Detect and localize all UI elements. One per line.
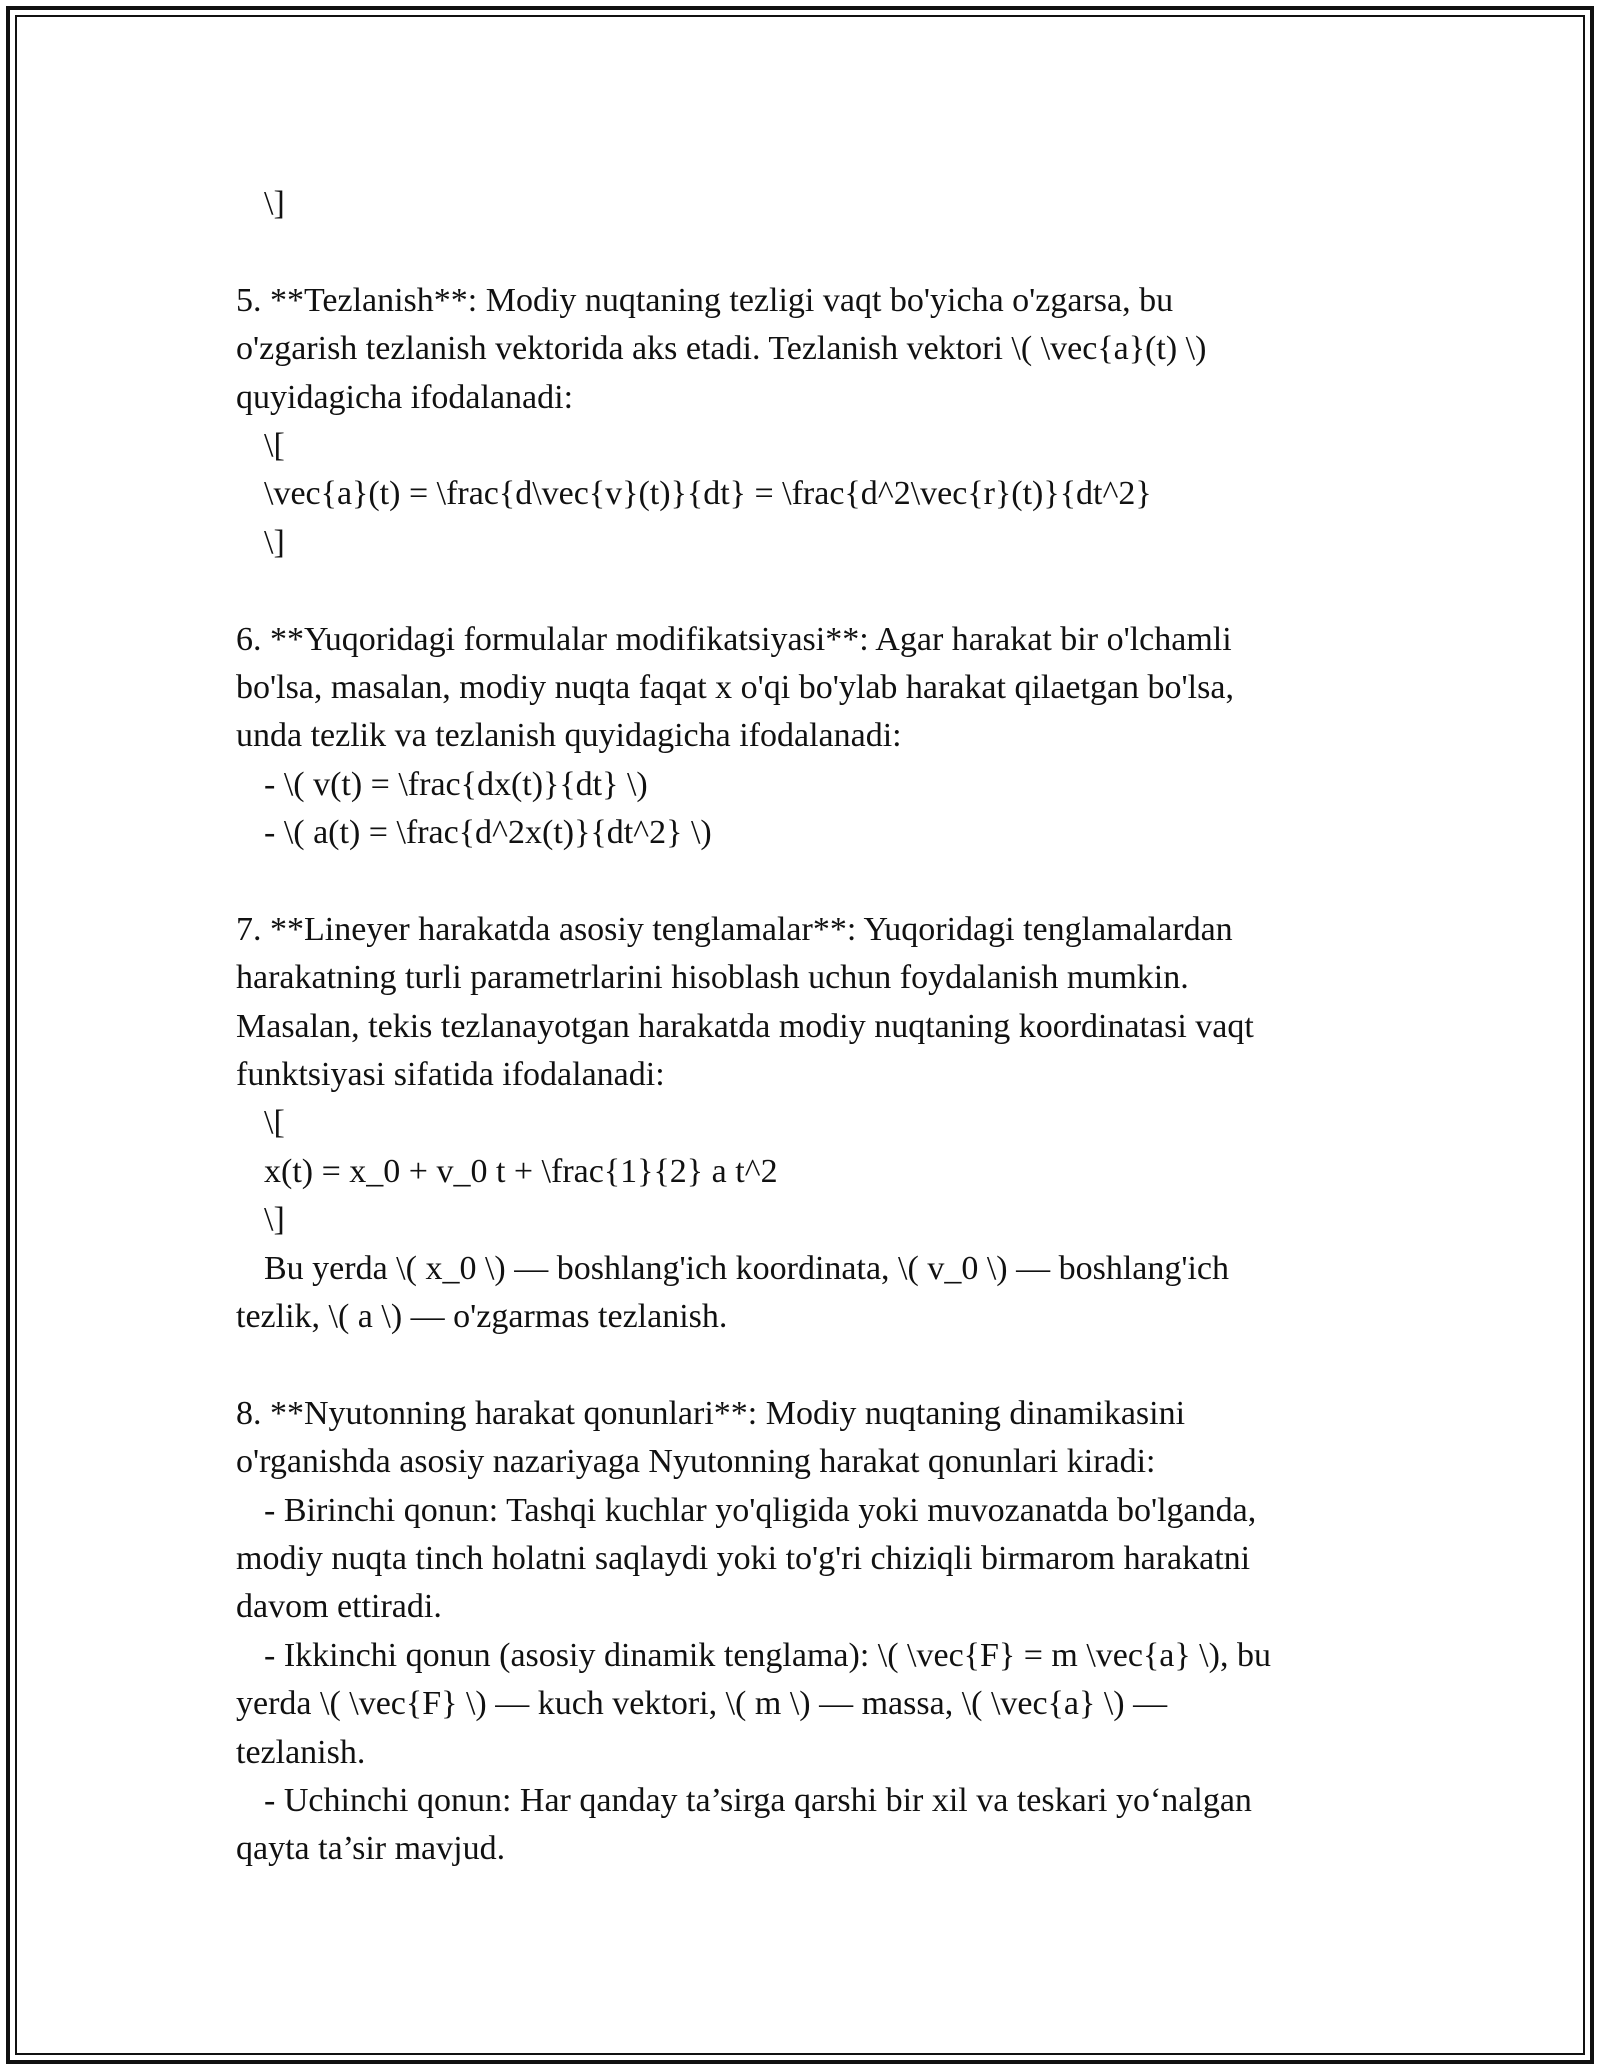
formula-line: \] bbox=[264, 1201, 285, 1239]
formula-line: \[ bbox=[264, 426, 285, 464]
text-line: yerda \( \vec{F} \) — kuch vektori, \( m \) — massa, \( \vec{a} \) — bbox=[236, 1685, 1168, 1723]
blank-line bbox=[236, 857, 1366, 905]
text-line: o'zgarish tezlanish vektorida aks etadi. Tezlanish vektori \( \vec{a}(t) \) bbox=[236, 330, 1207, 368]
formula-line: x(t) = x_0 + v_0 t + \frac{1}{2} a t^2 bbox=[264, 1152, 778, 1190]
text-line: tezlanish. bbox=[236, 1733, 366, 1771]
document-body bbox=[236, 180, 1366, 1874]
text-line: 8. **Nyutonning harakat qonunlari**: Modiy nuqtaning dinamikasini bbox=[236, 1394, 1186, 1432]
list-item: - Birinchi qonun: Tashqi kuchlar yo'qligida yoki muvozanatda bo'lganda, bbox=[264, 1491, 1257, 1529]
blank-line bbox=[236, 228, 1366, 276]
text-line: Bu yerda \( x_0 \) — boshlang'ich koordinata, \( v_0 \) — boshlang'ich bbox=[264, 1249, 1230, 1287]
formula-line: \vec{a}(t) = \frac{d\vec{v}(t)}{dt} = \frac{d^2\vec{r}(t)}{dt^2} bbox=[264, 475, 1152, 513]
text-line: 5. **Tezlanish**: Modiy nuqtaning tezligi vaqt bo'yicha o'zgarsa, bu bbox=[236, 281, 1174, 319]
text-line: bo'lsa, masalan, modiy nuqta faqat x o'qi bo'ylab harakat qilaetgan bo'lsa, bbox=[236, 668, 1234, 706]
text-line: \] bbox=[264, 185, 285, 222]
blank-line bbox=[236, 1341, 1366, 1389]
text-line: harakatning turli parametrlarini hisoblash uchun foydalanish mumkin. bbox=[236, 959, 1189, 997]
text-line: tezlik, \( a \) — o'zgarmas tezlanish. bbox=[236, 1297, 728, 1335]
text-line: modiy nuqta tinch holatni saqlaydi yoki to'g'ri chiziqli birmarom harakatni bbox=[236, 1539, 1251, 1577]
blank-line bbox=[236, 567, 1366, 615]
text-line: davom ettiradi. bbox=[236, 1588, 442, 1626]
formula-line: \] bbox=[264, 523, 285, 561]
list-item: - \( a(t) = \frac{d^2x(t)}{dt^2} \) bbox=[264, 814, 712, 852]
text-line: quyidagicha ifodalanadi: bbox=[236, 378, 574, 416]
list-item: - \( v(t) = \frac{dx(t)}{dt} \) bbox=[264, 765, 648, 803]
list-item: - Uchinchi qonun: Har qanday ta’sirga qarshi bir xil va teskari yo‘nalgan bbox=[264, 1781, 1252, 1819]
text-line: qayta ta’sir mavjud. bbox=[236, 1830, 506, 1868]
text-line: funktsiyasi sifatida ifodalanadi: bbox=[236, 1056, 665, 1094]
text-line: 7. **Lineyer harakatda asosiy tenglamalar**: Yuqoridagi tenglamalardan bbox=[236, 910, 1233, 948]
formula-line: \[ bbox=[264, 1104, 285, 1142]
text-line: unda tezlik va tezlanish quyidagicha ifodalanadi: bbox=[236, 717, 902, 755]
text-line: 6. **Yuqoridagi formulalar modifikatsiyasi**: Agar harakat bir o'lchamli bbox=[236, 620, 1232, 658]
list-item: - Ikkinchi qonun (asosiy dinamik tenglama): \( \vec{F} = m \vec{a} \), bu bbox=[264, 1636, 1271, 1674]
text-line: Masalan, tekis tezlanayotgan harakatda modiy nuqtaning koordinatasi vaqt bbox=[236, 1007, 1254, 1045]
text-line: o'rganishda asosiy nazariyaga Nyutonning harakat qonunlari kiradi: bbox=[236, 1443, 1156, 1481]
